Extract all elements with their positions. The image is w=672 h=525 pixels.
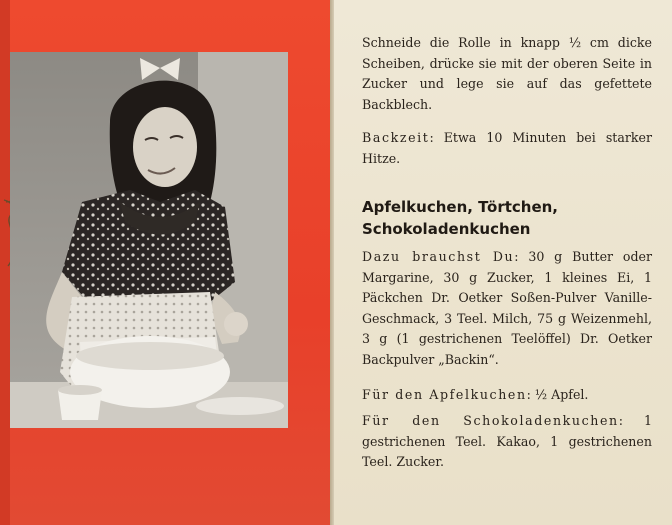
bake-time-label: Backzeit <box>362 130 430 145</box>
apple-cake-label: Für den Apfelkuchen <box>362 387 527 402</box>
ingredients-paragraph <box>362 247 652 370</box>
chocolate-cake-label: Für den Schokoladenkuchen <box>362 413 619 428</box>
bake-time-paragraph <box>362 128 652 169</box>
heading-line-2: Schokoladenkuchen <box>362 220 531 238</box>
chocolate-cake-paragraph <box>362 411 652 473</box>
step-intro-paragraph: Schneide die Rolle in knapp ½ cm dicke Scheiben, drücke sie mit der oberen Seite in Zucker und lege sie auf das gefettete Backblech. <box>362 35 652 112</box>
photo-frame <box>10 52 288 428</box>
chocolate-cake-text: : 1 gestrichenen Teel. Kakao, 1 gestrichenen Teel. Zucker. <box>362 413 652 469</box>
apple-cake-text: : ½ Apfel. <box>526 387 589 402</box>
recipe-heading <box>362 196 652 240</box>
apple-cake-paragraph <box>362 385 652 406</box>
right-page <box>334 0 672 525</box>
girl-baking-photo <box>10 52 288 428</box>
ingredients-text: : 30 g Butter oder Margarine, 30 g Zucker, 1 kleines Ei, 1 Päckchen Dr. Oetker Soßen-Pulver Vanille-Geschmack, 3 Teel. Milch, 75 g Weizenmehl, 3 g (1 gestrichenen Teelöffel) Dr. Oetker Backpulver „Backin“. <box>362 249 652 367</box>
heading-line-1: Apfelkuchen, Törtchen, <box>362 198 559 216</box>
bake-time-text: : Etwa 10 Minuten bei starker Hitze. <box>362 130 652 166</box>
left-page <box>0 0 332 525</box>
ingredients-label: Dazu brauchst Du <box>362 249 515 264</box>
